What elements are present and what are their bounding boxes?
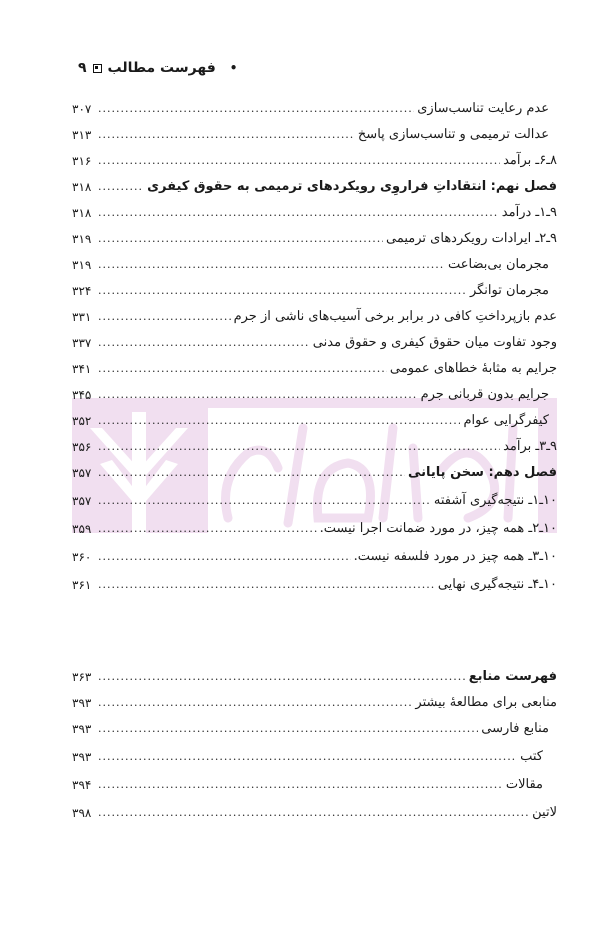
toc-entry[interactable] (72, 226, 557, 248)
dot-leader (98, 520, 317, 538)
toc-entry-page: ۳۴۵ (72, 388, 92, 402)
square-bullet-icon (93, 64, 102, 73)
dot-leader (98, 256, 445, 274)
toc-entry[interactable] (72, 434, 557, 456)
toc-chapter-entry[interactable] (72, 460, 557, 482)
toc-chapter-entry[interactable] (72, 664, 557, 686)
dot-leader (98, 720, 478, 738)
toc-entry-page: ۳۲۴ (72, 284, 92, 298)
toc-entry-page: ۳۵۲ (72, 414, 92, 428)
toc-entry[interactable] (72, 278, 557, 300)
dot-leader (98, 804, 529, 822)
dot-leader (98, 492, 431, 510)
header-bullet: • (229, 61, 238, 75)
toc-entry-title: کیفرگرایی عوام (463, 413, 549, 428)
toc-entry-title: منابعی برای مطالعهٔ بیشتر (415, 695, 557, 710)
toc-entry[interactable] (72, 690, 557, 712)
toc-entry[interactable] (72, 382, 557, 404)
toc-entry-title: فصل نهم: انتقاداتِ فراروِی رویکردهای ترمیمی به حقوق کیفری (147, 179, 557, 194)
toc-entry[interactable] (72, 96, 557, 118)
page-number: ۹ (78, 60, 87, 76)
toc-entry-title: ۱۰ـ۳ـ همه چیز در مورد فلسفه نیست. (353, 549, 557, 564)
toc-entry-page: ۳۹۴ (72, 778, 92, 792)
toc-entry[interactable] (72, 304, 557, 326)
toc-entry-page: ۳۳۱ (72, 310, 92, 324)
header-title: فهرست مطالب (107, 60, 216, 76)
dot-leader (98, 776, 503, 794)
toc-entry[interactable] (72, 716, 557, 738)
toc-entry-title: ۱۰ـ۲ـ همه چیز، در مورد ضمانت اجرا نیست. (319, 521, 557, 536)
toc-entry-page: ۳۱۹ (72, 232, 92, 246)
toc-entry-title: ۸ـ۶ـ برآمد (503, 153, 557, 168)
toc-entry[interactable] (72, 772, 557, 794)
toc-entry-title: مجرمان توانگر (469, 283, 549, 298)
toc-entry[interactable] (72, 148, 557, 170)
toc-entry-title: عدم بازپرداختِ کافی در برابر برخی آسیب‌های ناشی از جرم (233, 309, 557, 324)
dot-leader (98, 282, 467, 300)
dot-leader (98, 386, 418, 404)
toc-entry-title: ۱۰ـ۱ـ نتیجه‌گیری آشفته (433, 493, 557, 508)
toc-entry[interactable] (72, 516, 557, 538)
dot-leader (98, 100, 414, 118)
toc-entry-title: ۹ـ۳ـ برآمد (503, 439, 557, 454)
toc-entry-title: فصل دهم: سخن پایانی (408, 465, 557, 480)
toc-chapter-entry[interactable] (72, 174, 557, 196)
dot-leader (98, 548, 351, 566)
toc-entry-title: عدالت ترمیمی و تناسب‌سازی پاسخ (357, 127, 549, 142)
toc-entry[interactable] (72, 488, 557, 510)
dot-leader (98, 230, 383, 248)
dot-leader (98, 152, 500, 170)
toc-entry[interactable] (72, 800, 557, 822)
toc-entry[interactable] (72, 744, 557, 766)
toc-entry-page: ۳۵۹ (72, 522, 92, 536)
dot-leader (98, 412, 460, 430)
toc-entry-page: ۳۳۷ (72, 336, 92, 350)
toc-entry[interactable] (72, 356, 557, 378)
dot-leader (98, 178, 144, 196)
toc-entry-page: ۳۹۳ (72, 696, 92, 710)
toc-entry-page: ۳۵۶ (72, 440, 92, 454)
dot-leader (98, 464, 405, 482)
toc-entry-page: ۳۱۸ (72, 206, 92, 220)
dot-leader (98, 126, 355, 144)
toc-entry-page: ۳۵۷ (72, 494, 92, 508)
toc-entry-page: ۳۱۸ (72, 180, 92, 194)
dot-leader (98, 748, 517, 766)
toc-entry-title: ۹ـ۱ـ درآمد (501, 205, 557, 220)
toc-entry-page: ۳۹۳ (72, 750, 92, 764)
dot-leader (98, 668, 466, 686)
toc-entry-title: لاتین (532, 805, 557, 820)
toc-entry-title: جرایم بدون قربانی جرم (420, 387, 549, 402)
toc-entry[interactable] (72, 572, 557, 594)
dot-leader (98, 204, 499, 222)
toc-entry-page: ۳۱۳ (72, 128, 92, 142)
toc-entry[interactable] (72, 122, 557, 144)
toc-entry-title: کتب (520, 749, 543, 764)
toc-entry-page: ۳۶۰ (72, 550, 92, 564)
dot-leader (98, 308, 231, 326)
toc-entry[interactable] (72, 330, 557, 352)
toc-entry-page: ۳۱۹ (72, 258, 92, 272)
toc-entry-title: ۱۰ـ۴ـ نتیجه‌گیری نهایی (437, 577, 557, 592)
toc-entry-title: جرایم به مثابهٔ خطاهای عمومی (389, 361, 557, 376)
toc-entry-title: وجود تفاوت میان حقوق کیفری و حقوق مدنی (312, 335, 557, 350)
toc-entry[interactable] (72, 408, 557, 430)
dot-leader (98, 694, 412, 712)
dot-leader (98, 334, 310, 352)
toc-entry-title: منابع فارسی (481, 721, 549, 736)
toc-entry-title: مجرمان بی‌بضاعت (448, 257, 549, 272)
toc-entry[interactable] (72, 252, 557, 274)
toc-entry-page: ۳۵۷ (72, 466, 92, 480)
running-header (78, 60, 237, 76)
toc-entry-page: ۳۰۷ (72, 102, 92, 116)
toc-entry-title: فهرست منابع (468, 669, 557, 684)
toc-entry-page: ۳۶۳ (72, 670, 92, 684)
toc-entry[interactable] (72, 200, 557, 222)
toc-entry-page: ۳۶۱ (72, 578, 92, 592)
dot-leader (98, 576, 435, 594)
toc-entry-page: ۳۹۳ (72, 722, 92, 736)
toc-entry-page: ۳۴۱ (72, 362, 92, 376)
toc-entry[interactable] (72, 544, 557, 566)
dot-leader (98, 438, 500, 456)
toc-entry-page: ۳۱۶ (72, 154, 92, 168)
toc-entry-page: ۳۹۸ (72, 806, 92, 820)
toc-entry-title: عدم رعایت تناسب‌سازی (417, 101, 549, 116)
dot-leader (98, 360, 387, 378)
toc-entry-title: ۹ـ۲ـ ایرادات رویکردهای ترمیمی (386, 231, 557, 246)
toc-entry-title: مقالات (505, 777, 543, 792)
